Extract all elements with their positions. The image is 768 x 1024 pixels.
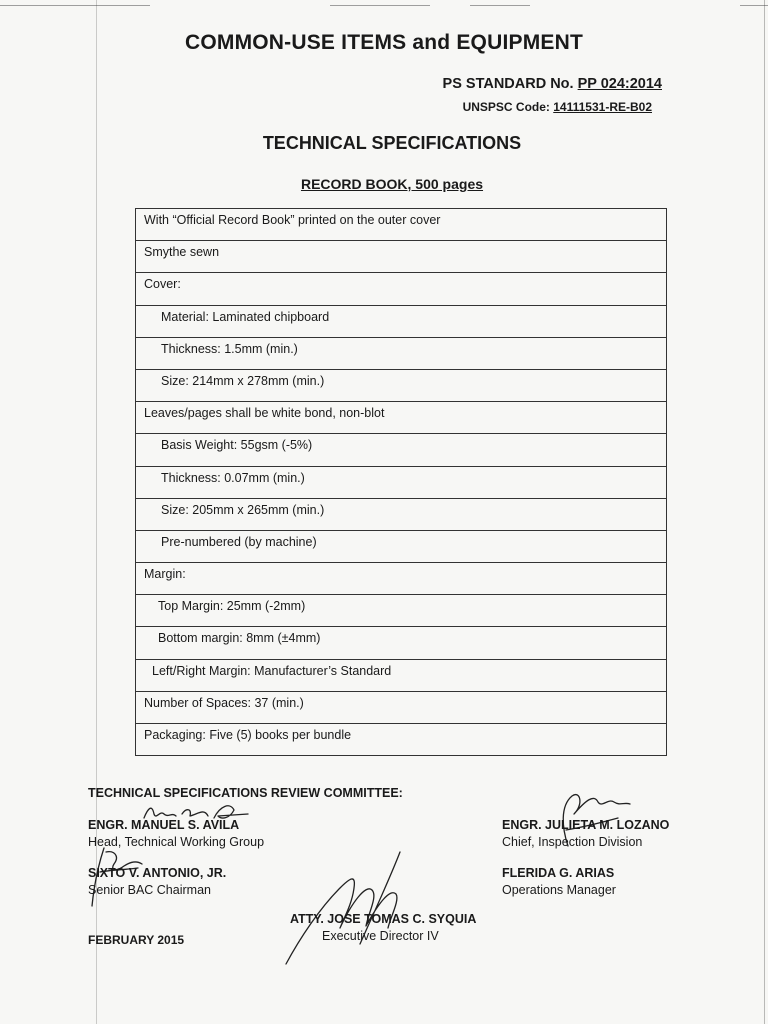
section-title: TECHNICAL SPECIFICATIONS: [262, 133, 522, 153]
spec-row: Thickness: 0.07mm (min.): [136, 467, 666, 499]
member-name-avila: ENGR. MANUEL S. AVILA: [88, 818, 240, 832]
spec-row: Leaves/pages shall be white bond, non-blot: [136, 402, 666, 434]
member-role-syquia: Executive Director IV: [322, 929, 439, 943]
spec-row: Packaging: Five (5) books per bundle: [136, 724, 666, 756]
spec-row: Cover:: [136, 273, 666, 305]
spec-row: Material: Laminated chipboard: [136, 306, 666, 338]
spec-row: Size: 214mm x 278mm (min.): [136, 370, 666, 402]
item-title: RECORD BOOK, 500 pages: [300, 176, 484, 192]
member-name-lozano: ENGR. JULIETA M. LOZANO: [502, 818, 670, 832]
page-title: COMMON-USE ITEMS and EQUIPMENT: [184, 31, 583, 54]
scan-artifact-line: [330, 5, 430, 6]
member-name-syquia: ATTY. JOSE TOMAS C. SYQUIA: [290, 912, 477, 926]
member-name-antonio: SIXTO V. ANTONIO, JR.: [88, 866, 227, 880]
scan-artifact-line: [0, 5, 150, 6]
member-role-lozano: Chief, Inspection Division: [502, 835, 643, 849]
committee-heading: TECHNICAL SPECIFICATIONS REVIEW COMMITTEE:: [88, 786, 403, 800]
member-role-antonio: Senior BAC Chairman: [88, 883, 211, 897]
unspsc-label: UNSPSC Code:: [462, 100, 554, 114]
member-name-arias: FLERIDA G. ARIAS: [502, 866, 615, 880]
spec-row: Margin:: [136, 563, 666, 595]
spec-row: Top Margin: 25mm (-2mm): [136, 595, 666, 627]
ps-standard-number: [443, 76, 662, 92]
scan-artifact-line: [470, 5, 530, 6]
document-date: FEBRUARY 2015: [88, 933, 185, 947]
member-role-arias: Operations Manager: [502, 883, 616, 897]
spec-row: Smythe sewn: [136, 241, 666, 273]
spec-row: Size: 205mm x 265mm (min.): [136, 499, 666, 531]
member-role-avila: Head, Technical Working Group: [88, 835, 265, 849]
spec-row: Bottom margin: 8mm (±4mm): [136, 627, 666, 659]
signature-syquia: [280, 848, 430, 968]
spec-row: Thickness: 1.5mm (min.): [136, 338, 666, 370]
spec-row: Pre-numbered (by machine): [136, 531, 666, 563]
ps-standard-value: PP 024:2014: [577, 76, 662, 92]
specifications-table: [135, 208, 667, 756]
unspsc-value: 14111531-RE-B02: [553, 100, 652, 114]
ps-standard-label: PS STANDARD No.: [442, 76, 578, 92]
spec-row: Number of Spaces: 37 (min.): [136, 692, 666, 724]
spec-row: Left/Right Margin: Manufacturer’s Standard: [136, 660, 666, 692]
spec-row: With “Official Record Book” printed on the outer cover: [136, 209, 666, 241]
spec-row: Basis Weight: 55gsm (-5%): [136, 434, 666, 466]
unspsc-code: [463, 100, 652, 114]
